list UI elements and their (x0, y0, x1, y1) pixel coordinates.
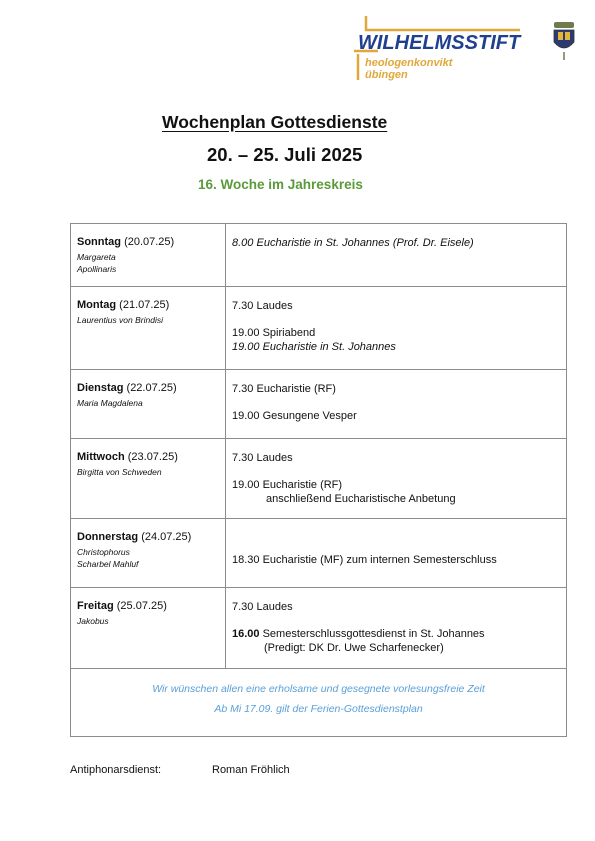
table-row (71, 224, 567, 287)
logo-sub1: heologenkonvikt (365, 57, 453, 69)
day-name: Dienstag (77, 382, 124, 394)
event-time: 7.30 (232, 383, 254, 395)
day-name: Donnerstag (77, 531, 139, 543)
event-text: Laudes (256, 452, 293, 464)
day-cell (71, 439, 226, 519)
footer-name: Roman Fröhlich (212, 764, 290, 776)
event-time: 16.00 (232, 628, 260, 640)
events-cell (226, 588, 567, 669)
table-row (71, 588, 567, 669)
event-time: 7.30 (232, 300, 254, 312)
event-text: Eucharistie (RF) (262, 479, 343, 491)
saint-name: Jakobus (77, 616, 109, 626)
event-line (232, 236, 566, 250)
event-text: Spiriabend (262, 327, 316, 339)
events-cell (226, 287, 567, 370)
events-cell (226, 439, 567, 519)
events-cell (226, 224, 567, 287)
schedule-table (70, 223, 567, 737)
day-cell (71, 519, 226, 588)
day-name: Mittwoch (77, 451, 125, 463)
event-line (232, 409, 566, 423)
events-cell (226, 370, 567, 439)
event-time: 19.00 (232, 479, 260, 491)
day-cell (71, 370, 226, 439)
day-date: (24.07.25) (141, 531, 192, 543)
event-line: anschließend Eucharistische Anbetung (266, 493, 456, 505)
event-line (232, 553, 566, 567)
event-time: 7.30 (232, 452, 254, 464)
saint-name: Christophorus (77, 547, 130, 557)
day-date: (21.07.25) (119, 299, 170, 311)
event-line: (Predigt: DK Dr. Uwe Scharfenecker) (264, 642, 444, 654)
event-line (232, 326, 566, 340)
day-cell (71, 287, 226, 370)
saint-name: Apollinaris (77, 264, 117, 274)
events-cell (226, 519, 567, 588)
saint-name: Maria Magdalena (77, 398, 143, 408)
event-text: Semesterschlussgottesdienst in St. Johannes (262, 628, 485, 640)
day-date: (23.07.25) (127, 451, 178, 463)
saint-name: Margareta (77, 252, 116, 262)
table-row (71, 519, 567, 588)
event-text: Eucharistie in St. Johannes (262, 341, 396, 353)
event-text: Laudes (256, 601, 293, 613)
table-row (71, 669, 567, 737)
saint-name: Laurentius von Brindisi (77, 315, 163, 325)
note-line: Wir wünschen allen eine erholsame und gesegnete vorlesungsfreie Zeit (152, 683, 485, 695)
table-row (71, 287, 567, 370)
event-time: 18.30 (232, 554, 260, 566)
date-range: 20. – 25. Juli 2025 (207, 144, 363, 165)
saint-name: Birgitta von Schweden (77, 467, 162, 477)
closing-note (71, 669, 567, 737)
logo-name: WILHELMSSTIFT (358, 32, 521, 54)
event-text: Eucharistie (RF) (256, 383, 336, 395)
event-time: 19.00 (232, 327, 260, 339)
event-line (232, 478, 566, 492)
day-name: Sonntag (77, 236, 121, 248)
day-cell (71, 224, 226, 287)
page-title: Wochenplan Gottesdienste (162, 112, 388, 132)
logo-sub2: übingen (365, 69, 408, 81)
event-line (232, 627, 566, 641)
event-time: 19.00 (232, 410, 260, 422)
event-time: 7.30 (232, 601, 254, 613)
event-text: Gesungene Vesper (262, 410, 357, 422)
event-line (232, 299, 566, 313)
day-date: (25.07.25) (116, 600, 167, 612)
event-line (232, 340, 566, 354)
wilhelmsstift-logo (352, 14, 592, 86)
day-cell (71, 588, 226, 669)
event-time: 8.00 (232, 237, 254, 249)
day-date: (22.07.25) (126, 382, 177, 394)
event-line (232, 600, 566, 614)
saint-name: Scharbel Mahluf (77, 559, 139, 569)
table-row (71, 439, 567, 519)
event-line (232, 382, 566, 396)
day-date: (20.07.25) (124, 236, 175, 248)
footer-label: Antiphonarsdienst: (70, 764, 162, 776)
liturgical-week: 16. Woche im Jahreskreis (198, 177, 363, 192)
event-text: Eucharistie (MF) zum internen Semesterschluss (262, 554, 497, 566)
event-time: 19.00 (232, 341, 260, 353)
event-text: Eucharistie in St. Johannes (Prof. Dr. Eisele) (256, 237, 474, 249)
table-row (71, 370, 567, 439)
note-line: Ab Mi 17.09. gilt der Ferien-Gottesdienstplan (214, 703, 423, 715)
event-line (232, 451, 566, 465)
day-name: Freitag (77, 600, 114, 612)
event-text: Laudes (256, 300, 293, 312)
coat-of-arms-icon (554, 22, 574, 60)
day-name: Montag (77, 299, 117, 311)
